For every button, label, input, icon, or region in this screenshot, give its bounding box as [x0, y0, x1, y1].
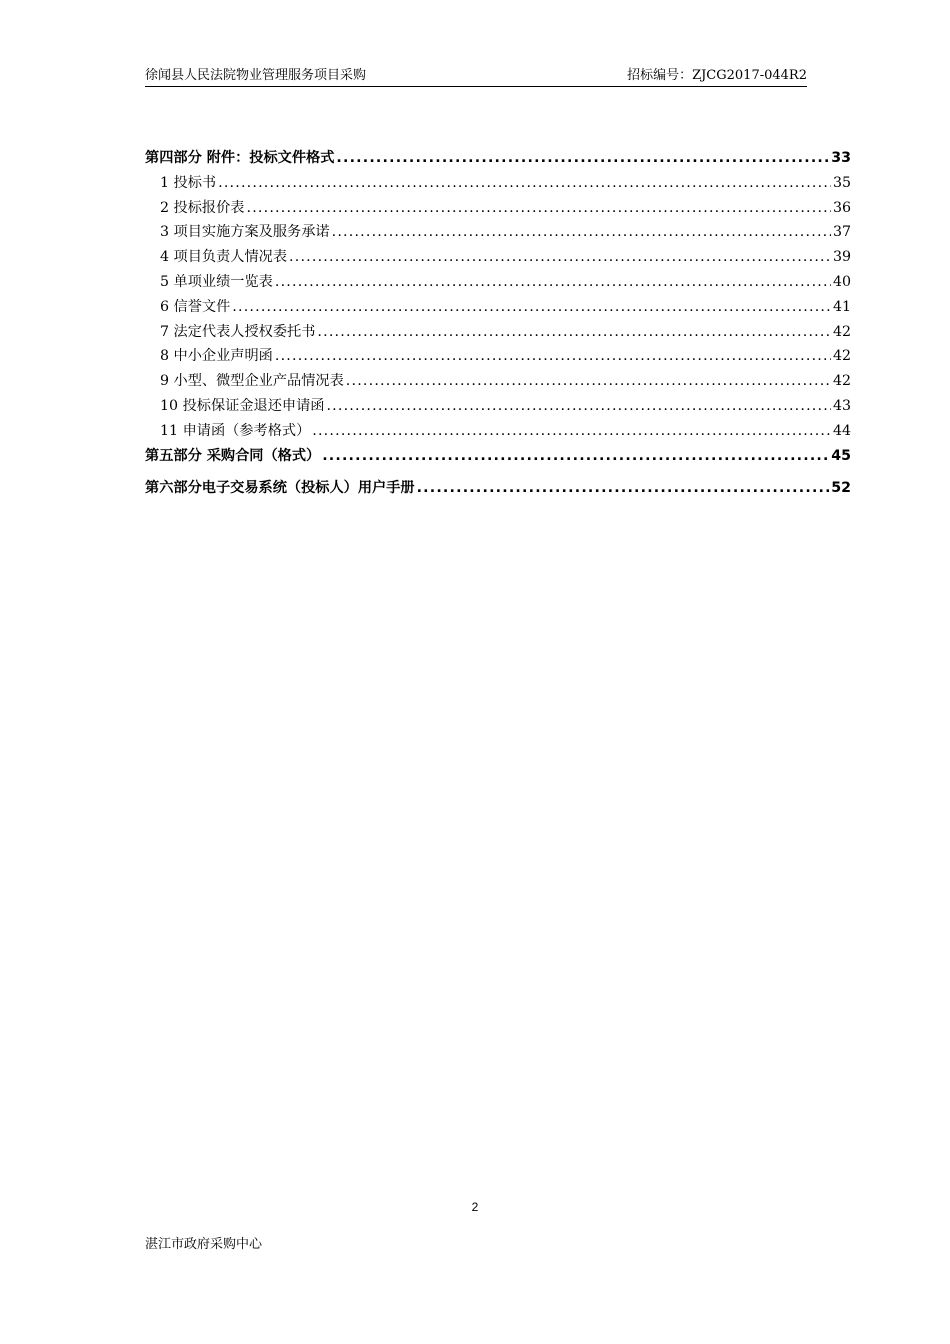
toc-entry-title: 第六部分电子交易系统（投标人）用户手册	[145, 480, 415, 497]
toc-entry-title: 10 投标保证金退还申请函	[160, 397, 325, 414]
toc-entry-page: 42	[832, 348, 851, 365]
toc-leader-dots	[346, 370, 831, 392]
toc-entry-page: 44	[832, 422, 851, 439]
toc-entry[interactable]	[145, 345, 851, 370]
toc-entry-page: 39	[832, 249, 851, 266]
toc-leader-dots	[417, 477, 830, 499]
toc-entry-page: 45	[831, 447, 851, 464]
toc-entry[interactable]	[145, 296, 851, 321]
toc-entry[interactable]	[145, 370, 851, 395]
toc-leader-dots	[336, 147, 829, 169]
toc-entry-page: 35	[832, 174, 851, 191]
toc-entry-title: 7 法定代表人授权委托书	[160, 323, 316, 340]
toc-leader-dots	[326, 395, 830, 417]
toc-leader-dots	[232, 296, 831, 318]
toc-entry-title: 8 中小企业声明函	[160, 348, 273, 365]
toc-entry-title: 第五部分 采购合同（格式）	[145, 447, 321, 464]
toc-leader-dots	[275, 345, 831, 367]
toc-leader-dots	[312, 420, 831, 442]
toc-entry[interactable]	[145, 221, 851, 246]
toc-leader-dots	[322, 445, 829, 467]
toc-leader-dots	[246, 197, 830, 219]
toc-entry-page: 42	[832, 323, 851, 340]
toc-entry-title: 5 单项业绩一览表	[160, 273, 273, 290]
toc-entry-title: 1 投标书	[160, 174, 217, 191]
toc-entry-title: 9 小型、微型企业产品情况表	[160, 373, 344, 390]
toc-entry-part4[interactable]	[145, 147, 851, 172]
toc-entry[interactable]	[145, 172, 851, 197]
header-tender-number: 招标编号：ZJCG2017-044R2	[627, 68, 807, 83]
toc-entry-page: 43	[832, 397, 851, 414]
toc-entry-part6[interactable]	[145, 477, 851, 502]
toc-entry-page: 40	[832, 273, 851, 290]
toc-entry-title: 3 项目实施方案及服务承诺	[160, 224, 330, 241]
toc-entry-title: 11 申请函（参考格式）	[160, 422, 311, 439]
toc-entry[interactable]	[145, 395, 851, 420]
page-number: 2	[471, 1200, 479, 1214]
table-of-contents	[145, 147, 851, 502]
toc-entry-page: 36	[832, 199, 851, 216]
header-project-title: 徐闻县人民法院物业管理服务项目采购	[145, 68, 367, 83]
toc-leader-dots	[218, 172, 831, 194]
toc-leader-dots	[317, 321, 831, 343]
toc-entry-page: 33	[831, 150, 851, 166]
toc-entry-part5[interactable]	[145, 445, 851, 470]
toc-entry[interactable]	[145, 271, 851, 296]
toc-entry[interactable]	[145, 321, 851, 346]
toc-entry-title: 6 信誉文件	[160, 298, 231, 315]
toc-entry-title: 第四部分 附件：投标文件格式	[145, 150, 335, 166]
toc-entry[interactable]	[145, 197, 851, 222]
toc-leader-dots	[275, 271, 831, 293]
toc-entry-page: 52	[831, 480, 851, 497]
toc-entry[interactable]	[145, 246, 851, 271]
page-footer: 湛江市政府采购中心	[145, 1237, 263, 1252]
toc-entry-page: 42	[832, 373, 851, 390]
toc-entry-page: 41	[832, 298, 851, 315]
page-header	[145, 68, 807, 87]
toc-entry-title: 4 项目负责人情况表	[160, 249, 288, 266]
toc-entry-page: 37	[832, 224, 851, 241]
toc-entry[interactable]	[145, 420, 851, 445]
toc-leader-dots	[289, 246, 831, 268]
toc-entry-title: 2 投标报价表	[160, 199, 245, 216]
toc-leader-dots	[332, 221, 831, 243]
